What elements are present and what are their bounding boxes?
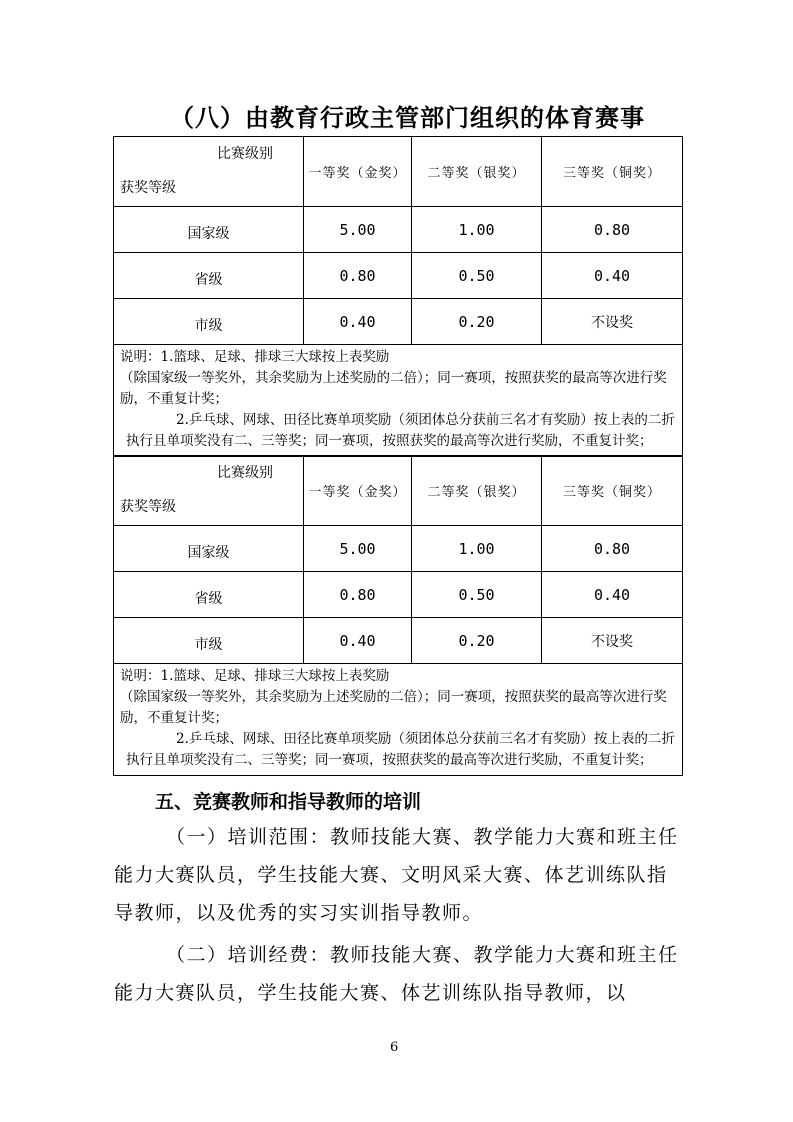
award-table-2 <box>113 455 683 776</box>
table-row <box>114 618 683 664</box>
paragraph-training-scope <box>114 818 684 932</box>
table-header-row <box>114 137 683 207</box>
row-level: 国家级 <box>114 207 304 253</box>
row-level: 国家级 <box>114 526 304 572</box>
award-table-1 <box>113 136 683 457</box>
header-second-prize: 二等奖（银奖） <box>412 456 542 526</box>
row-third-value: 不设奖 <box>542 618 683 664</box>
page-number: 6 <box>390 1040 399 1055</box>
row-third-value: 0.80 <box>542 526 683 572</box>
table-row <box>114 207 683 253</box>
row-second-value: 1.00 <box>412 526 542 572</box>
note-line-3 <box>120 410 676 452</box>
row-first-value: 0.80 <box>304 572 412 618</box>
row-level: 市级 <box>114 299 304 345</box>
header-award-grade: 获奖等级 <box>120 180 176 196</box>
table-row <box>114 572 683 618</box>
row-third-value: 0.40 <box>542 253 683 299</box>
header-second-prize: 二等奖（银奖） <box>412 137 542 207</box>
header-competition-level: 比赛级别 <box>217 146 273 162</box>
header-award-grade: 获奖等级 <box>120 499 176 515</box>
paragraph-training-scope-text: （一）培训范围：教师技能大赛、教学能力大赛和班主任能力大赛队员，学生技能大赛、文明风采大赛、体艺训练队指导教师，以及优秀的实习实训指导教师。 <box>114 826 679 924</box>
header-competition-level: 比赛级别 <box>217 465 273 481</box>
note-line-1: 说明：1.篮球、足球、排球三大球按上表奖励 <box>120 668 390 684</box>
table-note <box>114 664 683 776</box>
table-note <box>114 345 683 457</box>
row-level: 省级 <box>114 572 304 618</box>
note-line-3-text: 2.乒乓球、网球、田径比赛单项奖励（须团体总分获前三名才有奖励）按上表的二折执行且单项奖没有二、三等奖；同一赛项，按照获奖的最高等次进行奖励，不重复计奖； <box>126 412 675 449</box>
paragraph-training-funds <box>114 936 684 1012</box>
row-first-value: 0.40 <box>304 299 412 345</box>
row-second-value: 0.50 <box>412 253 542 299</box>
note-line-1: 说明：1.篮球、足球、排球三大球按上表奖励 <box>120 349 390 365</box>
row-first-value: 5.00 <box>304 526 412 572</box>
row-level: 省级 <box>114 253 304 299</box>
row-level: 市级 <box>114 618 304 664</box>
header-first-prize: 一等奖（金奖） <box>304 137 412 207</box>
section-5-heading: 五、竞赛教师和指导教师的培训 <box>155 791 422 813</box>
header-third-prize: 三等奖（铜奖） <box>542 456 683 526</box>
header-first-prize: 一等奖（金奖） <box>304 456 412 526</box>
row-second-value: 0.20 <box>412 618 542 664</box>
paragraph-training-funds-text: （二）培训经费：教师技能大赛、教学能力大赛和班主任能力大赛队员，学生技能大赛、体艺训练队指导教师，以 <box>114 944 679 1004</box>
row-first-value: 0.40 <box>304 618 412 664</box>
table-row <box>114 299 683 345</box>
header-third-prize: 三等奖（铜奖） <box>542 137 683 207</box>
row-third-value: 0.40 <box>542 572 683 618</box>
note-line-3 <box>120 729 676 771</box>
row-second-value: 0.50 <box>412 572 542 618</box>
row-second-value: 1.00 <box>412 207 542 253</box>
note-line-2: （除国家级一等奖外，其余奖励为上述奖励的二倍）；同一赛项，按照获奖的最高等次进行奖励，不重复计奖； <box>120 689 667 726</box>
table-note-row <box>114 664 683 776</box>
diagonal-header-cell <box>114 137 304 207</box>
row-first-value: 0.80 <box>304 253 412 299</box>
section-title: （八）由教育行政主管部门组织的体育赛事 <box>170 104 645 132</box>
table-note-row <box>114 345 683 457</box>
row-second-value: 0.20 <box>412 299 542 345</box>
diagonal-header-cell <box>114 456 304 526</box>
note-line-2: （除国家级一等奖外，其余奖励为上述奖励的二倍）；同一赛项，按照获奖的最高等次进行奖励，不重复计奖； <box>120 370 667 407</box>
table-row <box>114 253 683 299</box>
table-row <box>114 526 683 572</box>
note-line-3-text: 2.乒乓球、网球、田径比赛单项奖励（须团体总分获前三名才有奖励）按上表的二折执行且单项奖没有二、三等奖；同一赛项，按照获奖的最高等次进行奖励，不重复计奖； <box>126 731 675 768</box>
row-first-value: 5.00 <box>304 207 412 253</box>
row-third-value: 不设奖 <box>542 299 683 345</box>
row-third-value: 0.80 <box>542 207 683 253</box>
table-header-row <box>114 456 683 526</box>
